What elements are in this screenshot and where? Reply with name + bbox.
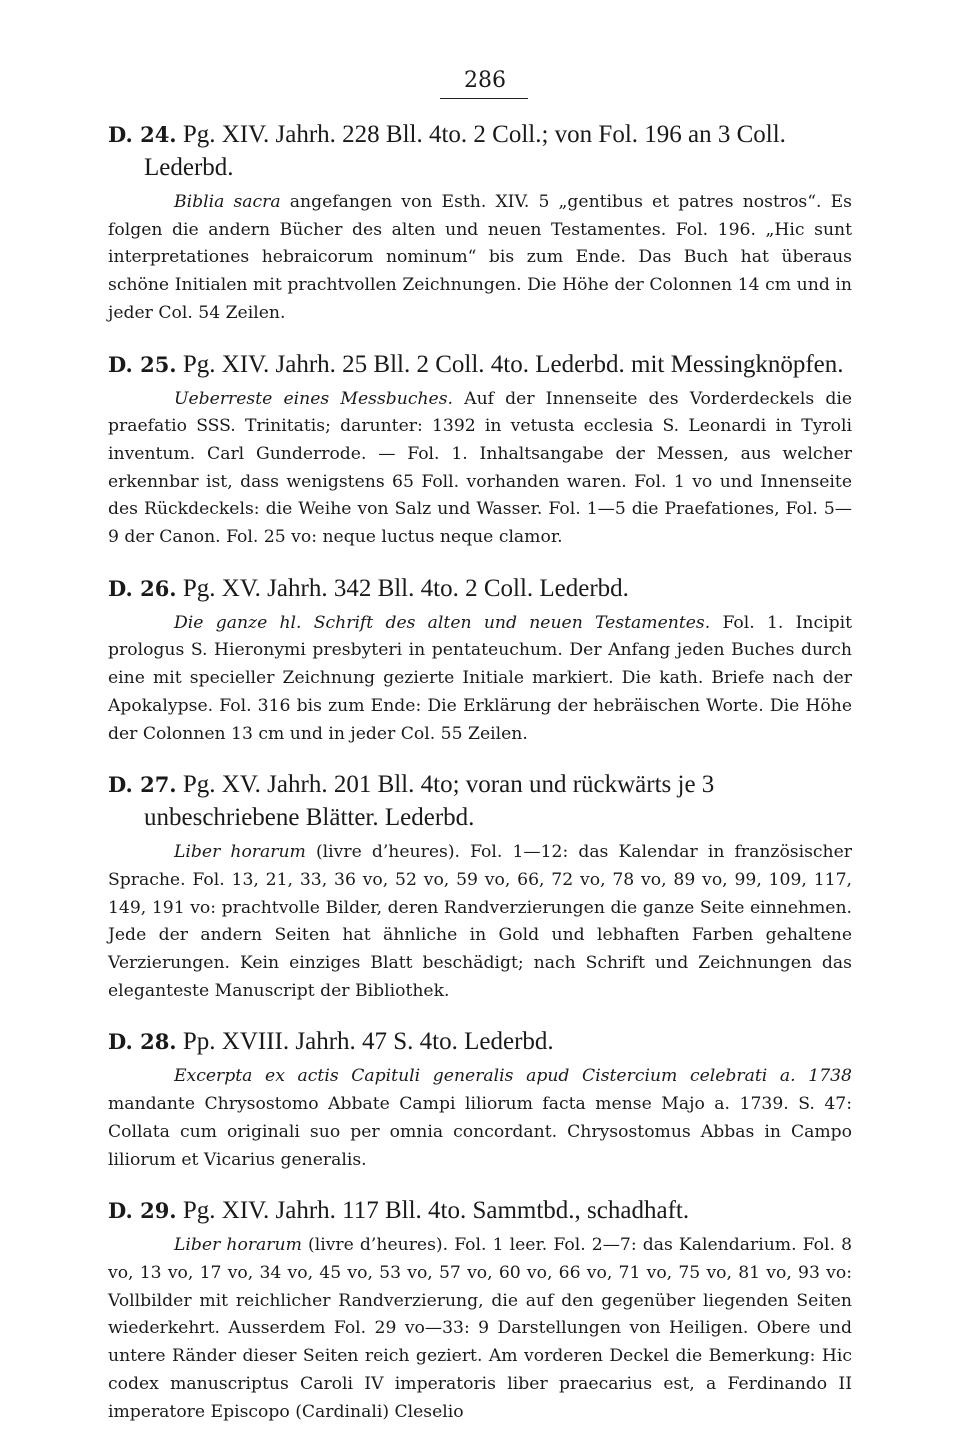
entry-body xyxy=(108,839,852,1005)
entry-id: D. 24. xyxy=(108,122,177,147)
entry-header-text: Pg. XV. Jahrh. 201 Bll. 4to; voran und rückwärts je 3 unbeschriebene Blätter. Lederbd. xyxy=(144,771,715,832)
catalog-entries xyxy=(108,118,852,1446)
entry-title: Excerpta ex actis Capituli generalis apud Cistercium celebrati a. 1738 xyxy=(174,1066,852,1087)
entry-body-text: Auf der Innenseite des Vorderdeckels die praefatio SSS. Trinitatis; darunter: 1392 in vetusta ecclesia S. Leonardi in Tyroli inventum. Carl Gunderrode. — Fol. 1. Inhaltsangabe der Messen, aus welcher erkennbar ist, dass wenigstens 65 Foll. vorhanden waren. Fol. 1 vo und Innenseite des Rückdeckels: die Weihe von Salz und Wasser. Fol. 1—5 die Praefationes, Fol. 5—9 der Canon. Fol. 25 vo: neque luctus neque clamor. xyxy=(108,388,853,548)
entry-body-text: angefangen von Esth. XIV. 5 „gentibus et patres nostros“. Es folgen die andern Bücher des alten und neuen Testamentes. Fol. 196. „Hic sunt interpretationes hebraicorum nominum“ bis zum Ende. Das Buch hat überaus schöne Initialen mit prachtvollen Zeichnungen. Die Höhe der Colonnen 14 cm und in jeder Col. 54 Zeilen. xyxy=(108,192,852,323)
entry-header xyxy=(108,348,852,381)
entry-title: Biblia sacra xyxy=(174,192,281,212)
entry-id: D. 29. xyxy=(108,1198,177,1224)
entry-header-text: Pg. XIV. Jahrh. 25 Bll. 2 Coll. 4to. Lederbd. mit Messingknöpfen. xyxy=(182,350,844,378)
entry-header-text: Pg. XIV. Jahrh. 117 Bll. 4to. Sammtbd., schadhaft. xyxy=(182,1197,690,1225)
entry-header xyxy=(108,118,852,184)
entry-body-text: (livre d’heures). Fol. 1—12: das Kalendar in französischer Sprache. Fol. 13, 21, 33, 36 vo, 52 vo, 59 vo, 66, 72 vo, 78 vo, 89 vo, 99, 109, 117, 149, 191 vo: prachtvolle Bilder, deren Randverzierungen die ganze Seite einnehmen. Jede der andern Seiten hat ähnliche in Gold und lebhaften Farben gehaltene Verzierungen. Kein einziges Blatt beschädigt; nach Schrift und Zeichnungen das eleganteste Manuscript der Bibliothek. xyxy=(108,842,853,1001)
entry-body xyxy=(108,610,852,749)
entry-d28 xyxy=(108,1025,852,1174)
entry-id: D. 26. xyxy=(108,575,177,601)
entry-body-text: (livre d’heures). Fol. 1 leer. Fol. 2—7: das Kalendarium. Fol. 8 vo, 13 vo, 17 vo, 34 vo, 45 vo, 53 vo, 57 vo, 60 vo, 66 vo, 71 vo, 75 vo, 81 vo, 93 vo: Vollbilder mit reichlicher Randverzierung, die auf den gegenüber liegenden Seiten wiederkehrt. Ausserdem Fol. 29 vo—33: 9 Darstellungen von Heiligen. Obere und untere Ränder dieser Seiten reich geziert. Am vorderen Deckel die Bemerkung: Hic codex manuscriptus Caroli IV imperatoris liber praecarius est, a Ferdinando II imperatore Episcopo (Cardinali) Cleselio xyxy=(108,1235,853,1422)
entry-body xyxy=(108,189,852,328)
entry-d27 xyxy=(108,768,852,1005)
entry-title: Die ganze hl. Schrift des alten und neuen Testamentes. xyxy=(174,612,711,633)
entry-body-text: Fol. 1. Incipit prologus S. Hieronymi presbyteri in pentateuchum. Der Anfang jeden Buches durch eine mit specieller Zeichnung gezierte Initiale markiert. Die kath. Briefe nach der Apokalypse. Fol. 316 bis zum Ende: Die Erklärung der hebräischen Worte. Die Höhe der Colonnen 13 cm und in jeder Col. 55 Zeilen. xyxy=(108,612,853,744)
entry-body xyxy=(108,386,852,552)
entry-header xyxy=(108,1194,852,1227)
entry-header xyxy=(108,768,852,834)
entry-body xyxy=(108,1232,852,1426)
entry-header-text: Pg. XV. Jahrh. 342 Bll. 4to. 2 Coll. Lederbd. xyxy=(182,574,629,602)
entry-title: Liber horarum xyxy=(174,842,306,863)
entry-d29 xyxy=(108,1194,852,1426)
entry-header-text: Pp. XVIII. Jahrh. 47 S. 4to. Lederbd. xyxy=(182,1028,554,1056)
entry-header xyxy=(108,1025,852,1058)
entry-id: D. 27. xyxy=(108,772,177,798)
entry-d26 xyxy=(108,572,852,749)
entry-d24 xyxy=(108,118,852,328)
entry-title: Ueberreste eines Messbuches. xyxy=(174,388,453,409)
page-number-rule xyxy=(440,98,528,99)
entry-title: Liber horarum xyxy=(174,1235,302,1256)
entry-header xyxy=(108,572,852,605)
entry-id: D. 25. xyxy=(108,351,177,377)
entry-header-text: Pg. XIV. Jahrh. 228 Bll. 4to. 2 Coll.; von Fol. 196 an 3 Coll. Lederbd. xyxy=(144,121,786,181)
entry-body xyxy=(108,1063,852,1174)
entry-d25 xyxy=(108,348,852,552)
entry-body-text: mandante Chrysostomo Abbate Campi liliorum facta mense Majo a. 1739. S. 47: Collata cum originali suo per omnia concordant. Chrysostomus Abbas in Campo liliorum et Vicarius generalis. xyxy=(108,1094,852,1170)
entry-id: D. 28. xyxy=(108,1029,177,1055)
page-number: 286 xyxy=(464,68,506,93)
